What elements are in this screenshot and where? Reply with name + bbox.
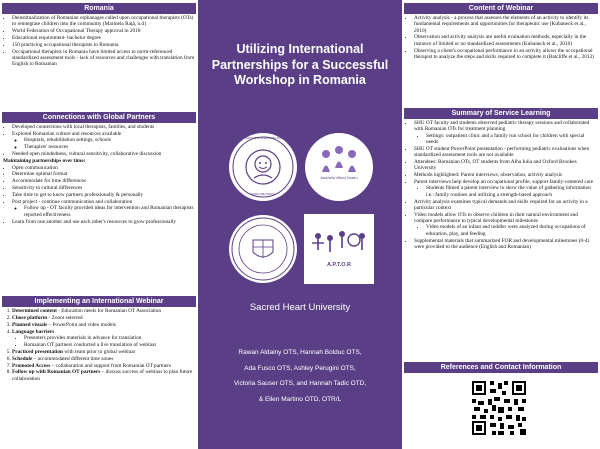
romania-heading: Romania (2, 3, 196, 14)
right-column (402, 0, 600, 449)
sub-list (12, 205, 195, 218)
list-item: • Occupational therapists in Romania have limited access to norm-referenced standardized assessment tools - lack of resources and challenges with translation from English to Romanian (12, 49, 195, 68)
sub-list-item: • Romanian OT partners conducted a live translation of webinar (24, 342, 195, 348)
maintaining-list (3, 165, 195, 225)
implementing-steps (3, 308, 195, 382)
step-item (12, 349, 195, 355)
list-item-text: Parent interviews help develop an occupational profile, support family-centered care (414, 179, 594, 186)
references-heading: References and Contact Information (404, 362, 598, 373)
author-line: Rawan Aldainy OTS, Hannah Bolduc OTS, (238, 349, 362, 356)
sub-list-item: ◦ Therapists' resources (24, 144, 195, 150)
list-item: • Developed connections with local therapists, families, and students (12, 124, 195, 130)
sub-list-item: • Video models of an infant and toddler were analyzed during occupations of education, play, and feeding (426, 224, 597, 237)
list-item: • Learn from one another and use each other's resources to grow professionally (12, 219, 195, 225)
left-column (0, 0, 198, 449)
step-label: Determined content (12, 308, 57, 314)
list-item: • Supplemental materials that summarized FOR and developmental milestones (0-4) were provided to the audience (English and Romanian) (414, 238, 597, 251)
connections-section (3, 124, 195, 225)
sub-list (12, 335, 195, 348)
list-item: • Educational requirement- bachelor degree (12, 35, 195, 41)
list-item (414, 120, 597, 145)
list-item: • World Federation of Occupational Therapy approval in 2018 (12, 28, 195, 34)
romania-list (3, 15, 195, 68)
list-item: • Accommodate for time differences (12, 178, 195, 184)
list-item: • Activity analysis examines typical demands and skills required for an activity in a particular context (414, 199, 597, 212)
implementing-heading: Implementing an International Webinar (2, 296, 196, 307)
list-item (414, 212, 597, 237)
content-list (405, 15, 597, 60)
list-item: • Methods highlighted: Parent interviews, observation, activity analysis (414, 172, 597, 178)
step-item (12, 308, 195, 314)
sub-list (414, 133, 597, 146)
list-item-text: Post project - continue communication and collaboration (12, 199, 133, 206)
author-line: & Ellen Martino OTD, OTR/L (258, 395, 342, 403)
list-item (12, 131, 195, 150)
poster-title: Utilizing International Partnerships for a Successful Workshop in Romania (211, 42, 389, 87)
sub-list-item: ◦ Follow up - OT faculty provided ideas for intervention and Romanian therapists reported effectiveness (24, 205, 195, 218)
seal-bottom-text: MARIA BEATRICE (250, 192, 276, 196)
sub-list-item: • Students filmed a parent interview to show the value of gathering information i.e.: family routines and utilizing a strength-based approach (426, 185, 597, 198)
step-item (12, 322, 195, 328)
list-item: • Observing a client's occupational performance in an activity allows the occupational therapist to analyze the steps and skills required to complete it (Ratcliffe et al., 2013) (414, 48, 597, 61)
step-text: – accommodated different time zones (32, 355, 114, 362)
step-text: - Zoom selected (47, 314, 83, 321)
list-item (414, 179, 597, 198)
step-label: Promoted Access (12, 362, 51, 369)
summary-heading: Summary of Service Learning (404, 108, 598, 119)
author-line: Ada Fusco OTS, Ashley Perugini OTS, (244, 364, 356, 372)
list-item: • Take time to get to know partners professionally & personally (12, 192, 195, 198)
content-heading: Content of Webinar (404, 3, 598, 14)
step-label: Planned visuals (12, 321, 48, 328)
step-text: - Education needs for Romanian OT Association (56, 308, 162, 314)
list-item: • Deinstitualization of Romanian orphanages called upon occupational therapists (OTs) to reintegrate children into the community (Marinela Raţă, n.d) (12, 15, 195, 28)
qr-code-icon[interactable] (470, 379, 528, 437)
list-item: • Determine optimal format (12, 171, 195, 177)
list-item: • Sensitivity to cultural differences (12, 185, 195, 191)
sub-list-item: • Settings: outpatient clinic and a family run school for children with special needs (426, 133, 597, 146)
step-text: with team prior to global webinar (62, 348, 136, 355)
step-item (12, 315, 195, 321)
aptor-logo (304, 214, 374, 284)
step-item (12, 363, 195, 369)
list-item-text: Explored Romanian culture and resources available (12, 130, 122, 137)
asociatia-viitorul-logo (304, 132, 374, 202)
assoc-name-text: Asociatia Viitorul Nostru (320, 176, 358, 180)
step-text: – discuss success of webinar to plan future collaboration (12, 369, 193, 382)
authors (198, 345, 402, 407)
step-label: Schedule (12, 355, 33, 362)
partner-logos (228, 132, 373, 287)
step-text: – collaboration and support from Romanian OT partners (50, 362, 172, 369)
step-item (12, 356, 195, 362)
aptor-text: A.P.T.O.R (326, 262, 352, 268)
sub-list (12, 137, 195, 150)
step-item (12, 329, 195, 348)
connections-heading: Connections with Global Partners (2, 112, 196, 123)
list-item: • Observation and activity analysis are useful evaluation methods, especially in the instance of limited or no standardized assessments (Kubaneck et al., 2010) (414, 34, 597, 47)
list-item: • Needed open mindedness, cultural sensitivity, collaborative discussion (12, 151, 195, 157)
maintaining-heading: Maintaining partnerships over time: (3, 158, 86, 165)
connections-list (3, 124, 195, 157)
list-item (12, 199, 195, 218)
list-item-text: SHU OT faculty and students observed pediatric therapy sessions and collaborated with Romanian OTs for treatment planning (414, 120, 590, 133)
center-column (198, 0, 402, 449)
seal-top-text: ASOCIATIA SPERANTA NOI (243, 136, 283, 140)
list-item: • Activity analysis - a process that assesses the elements of an activity to identify its fundamental requirements and opportunities for therapeutic use (Kubaneck et al., 2010) (414, 15, 597, 34)
list-item: • Open communication (12, 165, 195, 171)
summary-section (405, 120, 597, 251)
content-section (405, 15, 597, 61)
step-item (12, 369, 195, 382)
list-item-text: Video models allow OTs to observe children in their natural environment and compare performance to typical developmental milestones (414, 211, 578, 225)
author-line: Victoria Sauser OTS, and Hannah Tadic OTD, (233, 380, 367, 387)
step-label: Practiced presentation (12, 348, 63, 355)
step-text: – PowerPoint and video models (47, 321, 116, 328)
implementing-section (3, 308, 195, 383)
step-label: Follow up with Romanian OT partners (12, 369, 101, 376)
step-label: Language barriers (12, 328, 55, 335)
sub-list (414, 185, 597, 198)
university-seal-logo (228, 214, 298, 284)
step-label: Chose platform (12, 314, 48, 321)
list-item: • SHU OT student PowerPoint presentation - performing pediatric evaluations when standardized assessment tools are not available (414, 146, 597, 159)
summary-list (405, 120, 597, 250)
list-item: • 150 practicing occupational therapists in Romania (12, 42, 195, 48)
university-name: Sacred Heart University (249, 302, 351, 313)
sub-list-item: ◦ Hospitals, rehabilitation settings, schools (24, 137, 195, 143)
list-item: • Attendees: Romanian OTs, OT students from Alba Iulia and Oxford Brookes University (414, 159, 597, 172)
sub-list (414, 224, 597, 237)
romania-section (3, 15, 195, 68)
sub-list-item: • Presenters provides materials in advance for translation (24, 335, 195, 341)
